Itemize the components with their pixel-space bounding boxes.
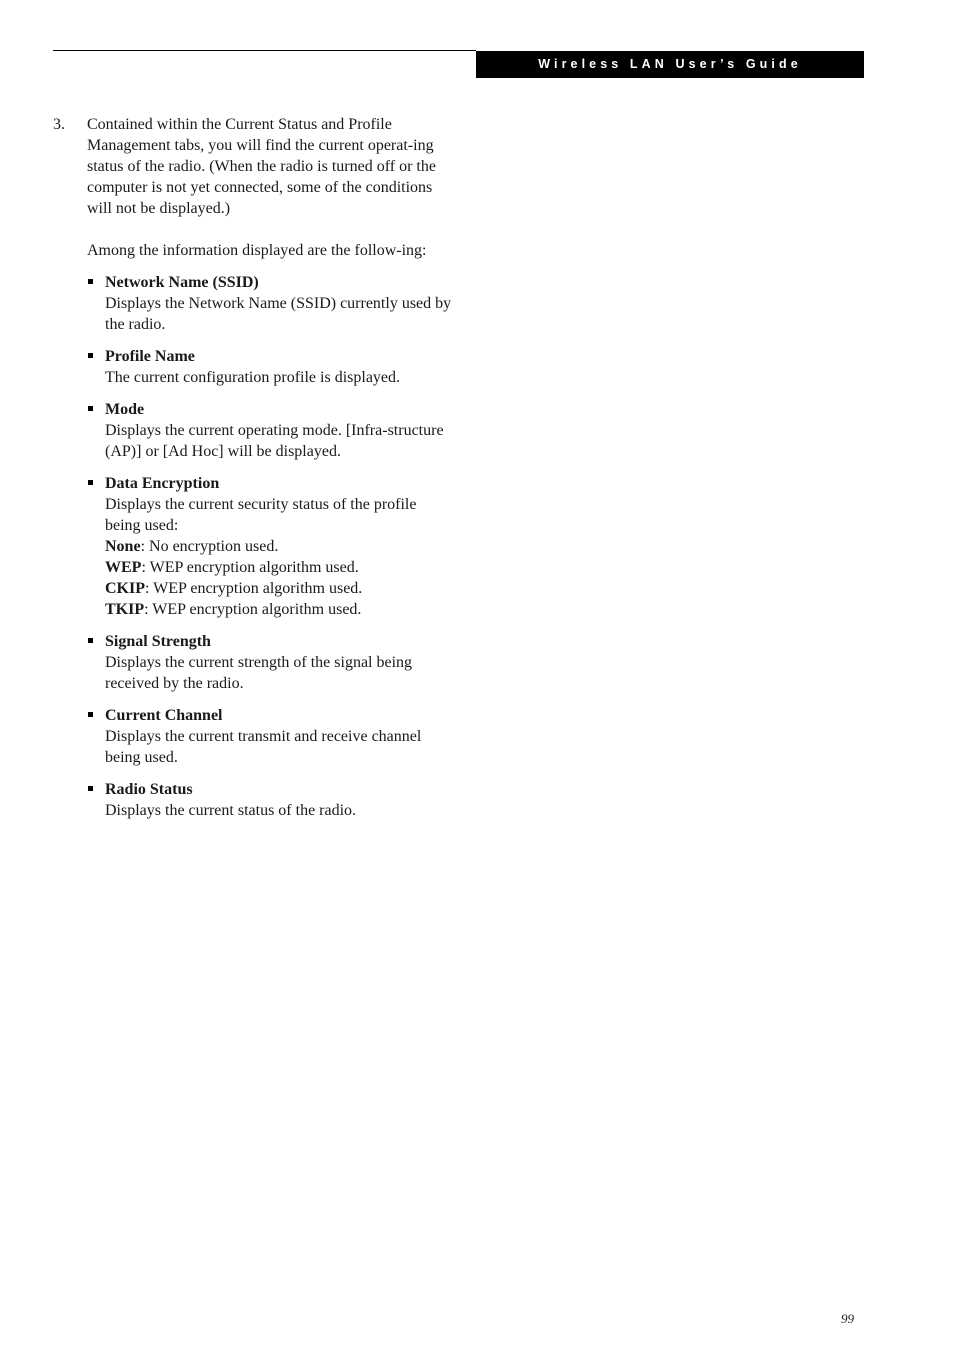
item-title: Radio Status	[105, 781, 193, 798]
bullet-square-icon	[88, 480, 93, 485]
item-description: Displays the Network Name (SSID) currently used by the radio.	[105, 295, 452, 333]
item-description: Displays the current strength of the signal being received by the radio.	[105, 654, 413, 692]
item-description: The current configuration profile is displayed.	[105, 369, 401, 386]
step-paragraph: Contained within the Current Status and Profile Management tabs, you will find the current operat-ing status of the radio. (When the radio is turned off or the computer is not yet connected, some of the conditions will not be displayed.)	[87, 116, 436, 217]
item-title: Signal Strength	[105, 633, 211, 650]
encryption-text: : No encryption used.	[140, 538, 279, 555]
item-title: Current Channel	[105, 707, 223, 724]
bullet-square-icon	[88, 279, 93, 284]
encryption-text: : WEP encryption algorithm used.	[144, 601, 362, 618]
status-item-list	[87, 272, 453, 821]
encryption-option	[105, 599, 453, 620]
item-title: Data Encryption	[105, 475, 220, 492]
running-header: Wireless LAN User’s Guide	[476, 51, 864, 78]
list-item	[87, 399, 453, 462]
encryption-text: : WEP encryption algorithm used.	[141, 559, 359, 576]
list-item	[87, 272, 453, 335]
list-item	[87, 705, 453, 768]
encryption-term: TKIP	[105, 601, 145, 618]
encryption-term: CKIP	[105, 580, 145, 597]
bullet-square-icon	[88, 638, 93, 643]
step-number: 3.	[53, 116, 65, 133]
encryption-option	[105, 536, 453, 557]
page-content	[53, 114, 453, 832]
encryption-term: WEP	[105, 559, 142, 576]
list-item	[87, 779, 453, 821]
item-title: Profile Name	[105, 348, 195, 365]
encryption-text: : WEP encryption algorithm used.	[145, 580, 363, 597]
encryption-option	[105, 578, 453, 599]
bullet-square-icon	[88, 353, 93, 358]
item-description: Displays the current operating mode. [Infra-structure (AP)] or [Ad Hoc] will be displayed.	[105, 422, 444, 460]
step-3	[53, 114, 453, 821]
list-item	[87, 473, 453, 620]
list-item	[87, 631, 453, 694]
item-title: Mode	[105, 401, 145, 418]
item-title: Network Name (SSID)	[105, 274, 259, 291]
item-description: Displays the current transmit and receive channel being used.	[105, 728, 422, 766]
bullet-square-icon	[88, 406, 93, 411]
bullet-square-icon	[88, 786, 93, 791]
encryption-term: None	[105, 538, 141, 555]
page-number: 99	[841, 1311, 854, 1326]
item-description: Displays the current security status of the profile being used:	[105, 496, 417, 534]
item-description: Displays the current status of the radio.	[105, 802, 357, 819]
bullet-square-icon	[88, 712, 93, 717]
header-rule	[53, 50, 476, 51]
step-paragraph: Among the information displayed are the follow-ing:	[87, 242, 427, 259]
list-item	[87, 346, 453, 388]
encryption-option	[105, 557, 453, 578]
